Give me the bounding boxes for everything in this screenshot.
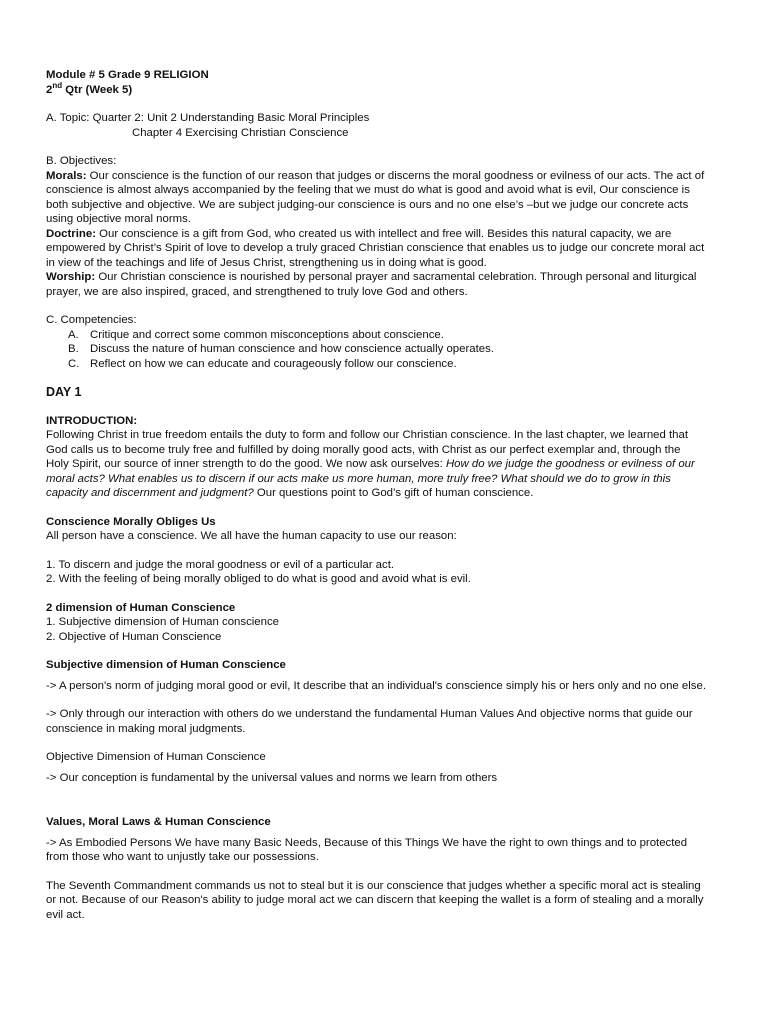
module-title: Module # 5 Grade 9 RELIGION — [46, 69, 209, 81]
values-paragraph: The Seventh Commandment commands us not to steal but it is our conscience that judges whether a specific moral act is stealing or not. Because of our Reason's ability to judge moral act we can discern that keeping the wallet is a form of stealing and a morally evil act. — [46, 879, 704, 921]
list-item: 1. Subjective dimension of Human conscience — [46, 616, 280, 628]
competency-item: B. Discuss the nature of human conscience and how conscience actually operates. — [68, 343, 494, 355]
objectives-heading: B. Objectives: — [46, 155, 117, 167]
document-page — [46, 68, 706, 922]
competencies-heading: C. Competencies: — [46, 314, 137, 326]
dimensions-heading: 2 dimension of Human Conscience — [46, 601, 236, 614]
chapter-line: Chapter 4 Exercising Christian Conscience — [132, 126, 349, 139]
competency-item: A. Critique and correct some common misconceptions about conscience. — [68, 328, 444, 341]
subjective-heading: Subjective dimension of Human Conscience — [46, 659, 286, 671]
topic-line: A. Topic: Quarter 2: Unit 2 Understanding Basic Moral Principles — [46, 112, 370, 124]
introduction-heading: INTRODUCTION: — [46, 414, 138, 427]
competency-item: C. Reflect on how we can educate and courageously follow our conscience. — [68, 357, 457, 370]
objective-doctrine: Doctrine: Our conscience is a gift from God, who created us with intellect and free will. Besides this natural capacity, we are empowered by Christ’s Spirit of love to develop a truly graced Christian conscience that enables us to judge our concrete moral act in view of the teachings and life of Jesus Christ, strengthening us in doing what is good. — [46, 227, 705, 269]
quarter-line: 2nd Qtr (Week 5) — [46, 80, 133, 96]
values-heading: Values, Moral Laws & Human Conscience — [46, 816, 271, 828]
subjective-paragraph: -> A person's norm of judging moral good or evil, It describe that an individual's conscience simply his or hers only and no one else. — [46, 679, 706, 692]
list-item: 2. With the feeling of being morally obliged to do what is good and avoid what is evil. — [46, 573, 471, 585]
subjective-paragraph: -> Only through our interaction with others do we understand the fundamental Human Values And objective norms that guide our conscience in making moral judgments. — [46, 708, 693, 735]
objective-worship: Worship: Our Christian conscience is nourished by personal prayer and sacramental celebration. Through personal and liturgical prayer, we are also inspired, graced, and strengthened to truly love God and others. — [46, 271, 697, 298]
conscience-obliges-text: All person have a conscience. We all have the human capacity to use our reason: — [46, 530, 457, 542]
objective-heading: Objective Dimension of Human Conscience — [46, 751, 266, 763]
objective-paragraph: -> Our conception is fundamental by the universal values and norms we learn from others — [46, 771, 498, 784]
conscience-obliges-heading: Conscience Morally Obliges Us — [46, 515, 216, 528]
day-heading: DAY 1 — [46, 385, 82, 399]
list-item: 2. Objective of Human Conscience — [46, 630, 222, 643]
introduction-text: Following Christ in true freedom entails the duty to form and follow our Christian conscience. In the last chapter, we learned that God calls us to become truly free and fulfilled by doing morally good acts, with Christ as our perfect exemplar and, through the Holy Spirit, our source of inner strength to do the good. We now ask ourselves: How do we judge the goodness or evilness of our moral acts? What enables us to discern if our acts make us more human, more truly free? What should we do to grow in this capacity and discernment and judgment? Our questions point to God’s gift of human conscience. — [46, 429, 695, 499]
list-item: 1. To discern and judge the moral goodness or evil of a particular act. — [46, 558, 395, 571]
values-paragraph: -> As Embodied Persons We have many Basic Needs, Because of this Things We have the right to own things and to protected from those who want to unjustly take our possessions. — [46, 836, 688, 863]
objective-morals: Morals: Our conscience is the function of our reason that judges or discerns the moral goodness or evilness of our acts. The act of conscience is almost always accompanied by the feeling that we must do what is good and avoid what is evil, Our conscience is both subjective and objective. We are subject judging-our conscience is ours and no one else’s –but we judge our concrete acts using objective moral norms. — [46, 169, 705, 225]
